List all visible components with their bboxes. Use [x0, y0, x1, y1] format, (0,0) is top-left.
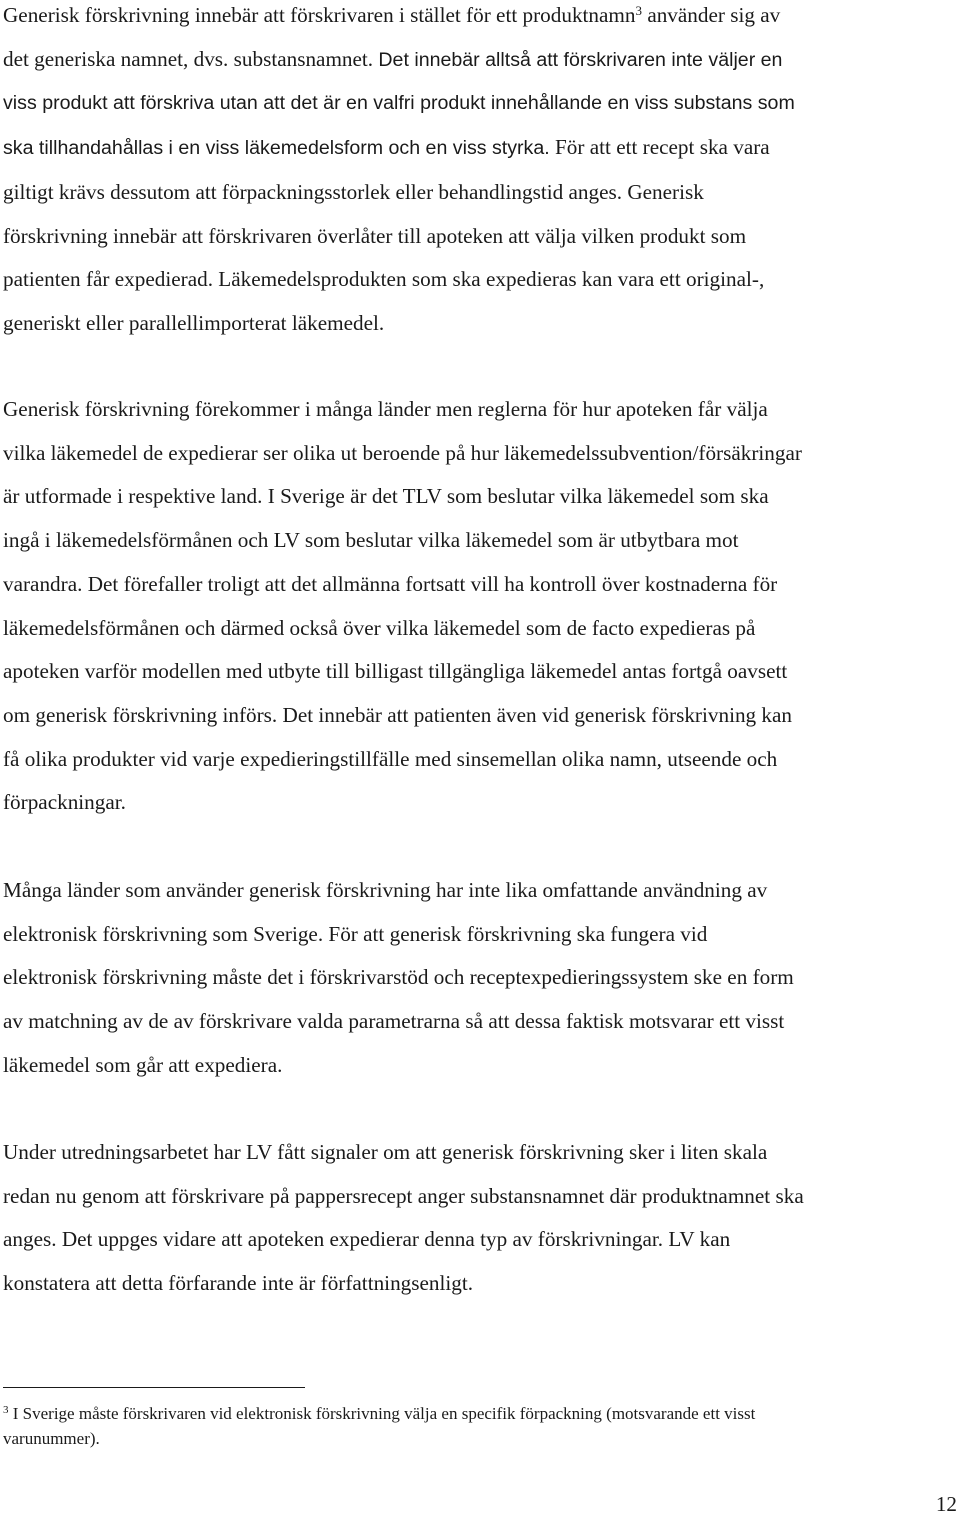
text-run: Generisk förskrivning innebär att förskrivaren i stället för ett produktnamn: [3, 3, 636, 27]
text-line: varandra. Det förefaller troligt att det allmänna fortsatt vill ha kontroll över kostnaderna för: [3, 571, 778, 596]
paragraph-international-practice: [3, 388, 960, 825]
text-run: det generiska namnet, dvs. substansnamnet.: [3, 46, 379, 71]
paragraph-electronic-prescription: [3, 869, 960, 1088]
page-number: 12: [935, 1492, 957, 1516]
text-line: konstatera att detta förfarande inte är författningsenligt.: [3, 1271, 474, 1296]
text-line: få olika produkter vid varje expedieringstillfälle med sinsemellan olika namn, utseende och: [3, 746, 778, 771]
text-line: [3, 0, 960, 38]
text-line: vilka läkemedel de expedierar ser olika ut beroende på hur läkemedelssubvention/försäkringar: [3, 440, 802, 465]
text-line: anges. Det uppges vidare att apoteken expedierar denna typ av förskrivningar. LV kan: [3, 1227, 731, 1252]
text-run: ska tillhandahållas i en viss läkemedelsform och en viss styrka.: [3, 137, 550, 160]
text-line: förskrivning innebär att förskrivaren överlåter till apoteken att välja vilken produkt som: [3, 223, 747, 248]
text-line: Många länder som använder generisk förskrivning har inte lika omfattande användning av: [3, 878, 768, 902]
text-line: av matchning av de av förskrivare valda parametrarna så att dessa faktisk motsvarar ett visst: [3, 1009, 785, 1034]
text-run: använder sig av: [642, 3, 781, 27]
text-line: är utformade i respektive land. I Sverige är det TLV som beslutar vilka läkemedel som ska: [3, 484, 769, 509]
text-line: elektronisk förskrivning måste det i förskrivarstöd och receptexpedieringssystem ske en form: [3, 965, 794, 990]
paragraph-investigation-findings: [3, 1131, 960, 1306]
text-line: giltigt krävs dessutom att förpackningsstorlek eller behandlingstid anges. Generisk: [3, 179, 704, 204]
footnote-line: [3, 1401, 960, 1426]
text-run: Det innebär alltså att förskrivaren inte väljer en: [378, 48, 783, 71]
text-line: [3, 126, 960, 171]
text-line: generiskt eller parallellimporterat läkemedel.: [3, 310, 385, 335]
text-line: läkemedel som går att expediera.: [3, 1052, 283, 1077]
footnote-reference[interactable]: 3: [635, 3, 643, 18]
text-line: Under utredningsarbetet har LV fått signaler om att generisk förskrivning sker i liten skala: [3, 1140, 768, 1164]
text-run: För att ett recept ska vara: [549, 135, 770, 160]
text-line: elektronisk förskrivning som Sverige. För att generisk förskrivning ska fungera vid: [3, 921, 708, 946]
text-line: ingå i läkemedelsförmånen och LV som beslutar vilka läkemedel som är utbytbara mot: [3, 528, 739, 553]
paragraph-generic-prescription-definition: [3, 0, 960, 346]
text-line: viss produkt att förskriva utan att det är en valfri produkt innehållande en viss substans som: [3, 92, 795, 115]
text-line: Generisk förskrivning förekommer i många länder men reglerna för hur apoteken får välja: [3, 397, 768, 421]
text-line: patienten får expedierad. Läkemedelsprodukten som ska expedieras kan vara ett original-,: [3, 267, 765, 292]
text-line: om generisk förskrivning införs. Det innebär att patienten även vid generisk förskrivning kan: [3, 702, 793, 727]
text-line: förpackningar.: [3, 790, 126, 815]
text-line: [3, 38, 960, 83]
text-line: redan nu genom att förskrivare på pappersrecept anger substansnamnet där produktnamnet ska: [3, 1183, 804, 1208]
footnote-separator: [3, 1387, 305, 1388]
footnote-line: varunummer).: [3, 1429, 100, 1448]
footnote-text: I Sverige måste förskrivaren vid elektronisk förskrivning välja en specifik förpackning (motsvarande ett visst: [8, 1404, 756, 1423]
footnote: [3, 1401, 960, 1451]
text-line: apoteken varför modellen med utbyte till billigast tillgängliga läkemedel antas fortgå oavsett: [3, 659, 788, 684]
text-line: läkemedelsförmånen och därmed också över vilka läkemedel som de facto expedieras på: [3, 615, 756, 640]
footnote-marker: 3: [3, 1404, 9, 1416]
